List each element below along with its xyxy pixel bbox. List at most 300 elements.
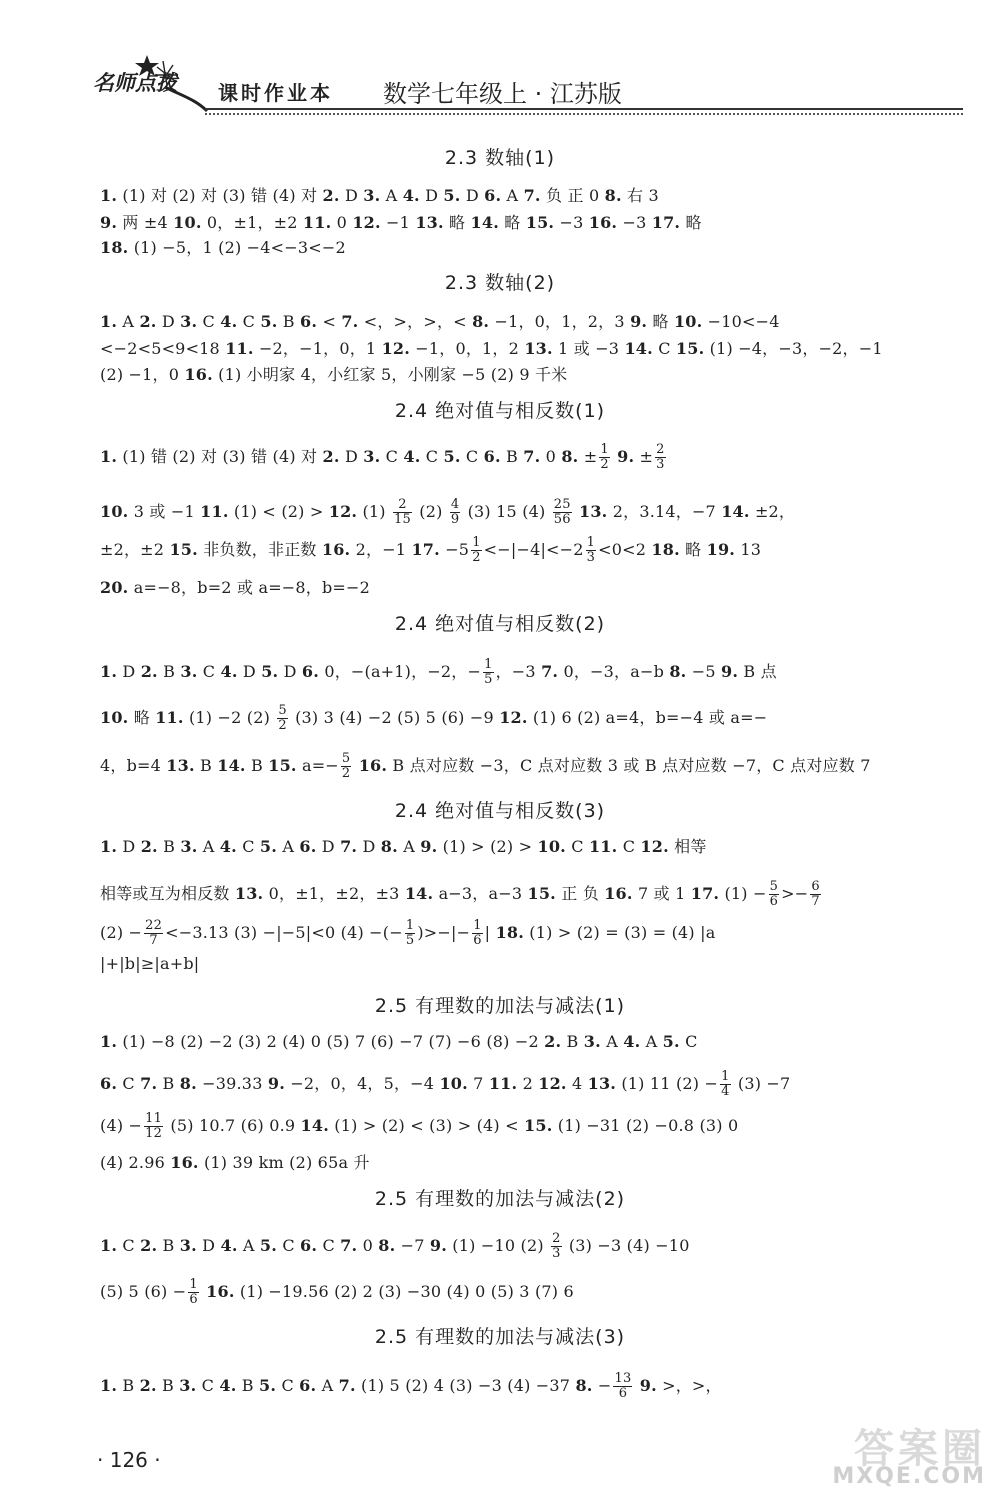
answer-text: −2，0，4，5，−4 bbox=[284, 1074, 440, 1093]
answer-line bbox=[100, 1150, 370, 1173]
answer-text: (2) −1，0 bbox=[100, 365, 185, 384]
question-number: 5. bbox=[259, 1376, 277, 1395]
fraction bbox=[341, 752, 351, 781]
answer-text: A bbox=[501, 186, 524, 205]
answer-text: (1) −10 (2) bbox=[447, 1236, 550, 1255]
answer-text: (4) − bbox=[100, 1116, 143, 1135]
answer-text: B bbox=[117, 1376, 140, 1395]
question-number: 7. bbox=[140, 1074, 158, 1093]
answer-text: C bbox=[420, 447, 444, 466]
question-number: 12. bbox=[352, 213, 381, 232]
question-number: 2. bbox=[544, 1032, 562, 1051]
fraction bbox=[405, 919, 415, 948]
answer-text: A bbox=[197, 837, 220, 856]
fraction-numerator: 25 bbox=[553, 497, 571, 512]
question-number: 4. bbox=[219, 1376, 237, 1395]
question-number: 1. bbox=[100, 1376, 118, 1395]
question-number: 12. bbox=[499, 708, 528, 727]
question-number: 12. bbox=[381, 339, 410, 358]
question-number: 16. bbox=[604, 884, 633, 903]
question-number: 11. bbox=[225, 339, 254, 358]
answer-text: (3) 15 (4) bbox=[462, 502, 551, 521]
question-number: 4. bbox=[623, 1032, 641, 1051]
answer-line bbox=[100, 1278, 574, 1307]
answer-text: B bbox=[500, 447, 524, 466]
question-number: 6. bbox=[483, 447, 501, 466]
answer-text: (1) < (2) > bbox=[228, 502, 329, 521]
answer-text: B bbox=[236, 1376, 260, 1395]
answer-text: (1) 小明家 4，小红家 5，小刚家 −5 (2) 9 千米 bbox=[212, 365, 568, 384]
fraction-numerator: 2 bbox=[393, 498, 412, 513]
answer-line bbox=[100, 309, 780, 332]
question-number: 11. bbox=[488, 1074, 518, 1093]
answer-text: ± bbox=[634, 447, 654, 466]
answer-text: (1) > (2) > bbox=[437, 837, 538, 856]
question-number: 2. bbox=[139, 1376, 157, 1395]
fraction-denominator: 2 bbox=[600, 457, 609, 472]
question-number: 8. bbox=[179, 1074, 197, 1093]
question-number: 15. bbox=[268, 756, 297, 775]
section-title: 2.5 有理数的加法与减法(3) bbox=[374, 1326, 626, 1348]
question-number: 4. bbox=[219, 837, 237, 856]
question-number: 6. bbox=[299, 837, 317, 856]
answer-line bbox=[100, 1232, 690, 1261]
question-number: 6. bbox=[484, 186, 502, 205]
question-number: 14. bbox=[217, 756, 246, 775]
fraction bbox=[810, 880, 820, 909]
header-dotted-rule bbox=[205, 113, 963, 115]
logo bbox=[85, 55, 210, 115]
answer-text: C bbox=[277, 1236, 301, 1255]
answer-text: a=− bbox=[296, 756, 339, 775]
answer-text: 负 正 0 bbox=[540, 186, 605, 205]
answer-text: (1) 错 (2) 对 (3) 错 (4) 对 bbox=[117, 447, 323, 466]
answer-line bbox=[100, 919, 716, 948]
watermark-logo: 答案圈 bbox=[854, 1426, 986, 1472]
answer-text: (1) − bbox=[719, 884, 767, 903]
section-title: 2.4 绝对值与相反数(1) bbox=[394, 400, 606, 422]
fraction-denominator: 15 bbox=[394, 512, 411, 527]
answer-text: (1) −2 (2) bbox=[183, 708, 276, 727]
answer-text: B bbox=[157, 1074, 180, 1093]
question-number: 4. bbox=[220, 662, 238, 681]
answer-text: | bbox=[484, 923, 496, 942]
answer-text: (1) > (2) = (3) = (4) |a bbox=[524, 923, 716, 942]
answer-text: C bbox=[237, 312, 261, 331]
fraction-denominator: 5 bbox=[484, 672, 493, 687]
question-number: 3. bbox=[583, 1032, 601, 1051]
fraction-denominator: 9 bbox=[450, 512, 460, 527]
question-number: 1. bbox=[100, 662, 118, 681]
question-number: 12. bbox=[538, 1074, 567, 1093]
answer-text: A bbox=[117, 312, 140, 331]
question-number: 2. bbox=[140, 1236, 158, 1255]
question-number: 5. bbox=[443, 186, 461, 205]
book-title: 课时作业本 bbox=[218, 81, 333, 105]
answer-line bbox=[100, 704, 767, 733]
answer-line bbox=[100, 536, 761, 565]
question-number: 16. bbox=[206, 1282, 235, 1301]
answer-text: (1) bbox=[357, 502, 392, 521]
answer-text: C bbox=[117, 1074, 141, 1093]
question-number: 12. bbox=[328, 502, 358, 521]
answer-text: C bbox=[460, 447, 484, 466]
question-number: 9. bbox=[639, 1376, 657, 1395]
question-number: 5. bbox=[259, 837, 278, 856]
fraction bbox=[720, 1070, 730, 1099]
fraction-denominator: 6 bbox=[473, 933, 482, 948]
logo-text: 名师点拨 bbox=[93, 70, 177, 95]
answer-text: B bbox=[277, 312, 301, 331]
answer-text: (3) −7 bbox=[732, 1074, 791, 1093]
question-number: 12. bbox=[640, 837, 669, 856]
answer-text: 7 bbox=[467, 1074, 489, 1093]
question-number: 10. bbox=[100, 502, 129, 521]
question-number: 9. bbox=[420, 837, 438, 856]
question-number: 2. bbox=[139, 312, 157, 331]
question-number: 3. bbox=[179, 1376, 197, 1395]
answer-text: A bbox=[237, 1236, 260, 1255]
answer-text: (1) > (2) < (3) > (4) < bbox=[328, 1116, 525, 1135]
answer-text: ±2， bbox=[749, 502, 796, 521]
question-number: 11. bbox=[155, 708, 184, 727]
page-header bbox=[85, 55, 965, 117]
answer-text: D bbox=[117, 837, 141, 856]
section-title: 2.5 有理数的加法与减法(2) bbox=[374, 1188, 626, 1210]
answer-text: (1) 对 (2) 对 (3) 错 (4) 对 bbox=[117, 186, 323, 205]
answer-text: <，>，>，< bbox=[358, 312, 473, 331]
answer-text: 0 bbox=[540, 447, 562, 466]
question-number: 17. bbox=[651, 213, 681, 232]
answer-text: 0，−3，a−b bbox=[558, 662, 670, 681]
question-number: 14. bbox=[404, 884, 434, 903]
fraction-denominator: 3 bbox=[656, 457, 665, 472]
question-number: 3. bbox=[363, 447, 381, 466]
question-number: 7. bbox=[340, 1236, 358, 1255]
answer-text: A bbox=[277, 837, 300, 856]
answer-text: A bbox=[600, 1032, 624, 1051]
question-number: 9. bbox=[267, 1074, 285, 1093]
question-number: 1. bbox=[100, 1236, 118, 1255]
answer-line bbox=[100, 880, 823, 909]
answer-text: −7 bbox=[395, 1236, 430, 1255]
fraction-denominator: 6 bbox=[618, 1386, 628, 1401]
question-number: 1. bbox=[100, 312, 118, 331]
question-number: 1. bbox=[100, 447, 118, 466]
answer-text: D bbox=[237, 662, 262, 681]
fraction-numerator: 1 bbox=[721, 1069, 730, 1084]
answer-text: ，−3 bbox=[495, 662, 542, 681]
question-number: 3. bbox=[180, 837, 198, 856]
question-number: 16. bbox=[321, 540, 351, 559]
answer-text: 13 bbox=[735, 540, 762, 559]
fraction-denominator: 2 bbox=[278, 718, 287, 733]
header-rule bbox=[205, 108, 963, 110]
answer-line bbox=[100, 1372, 722, 1401]
question-number: 2. bbox=[322, 447, 340, 466]
question-number: 16. bbox=[358, 756, 388, 775]
answer-text: −3 bbox=[554, 213, 589, 232]
answer-text: −1，0，1，2，3 bbox=[489, 312, 631, 331]
watermark-url: MXQE.COM bbox=[832, 1464, 986, 1489]
answer-text: (5) 10.7 (6) 0.9 bbox=[165, 1116, 301, 1135]
answer-text: <−|−4|<−2 bbox=[483, 540, 584, 559]
answer-text: A bbox=[397, 837, 421, 856]
answer-text: 两 ±4 bbox=[117, 213, 174, 232]
answer-text: B 点对应数 −3，C 点对应数 3 或 B 点对应数 −7，C 点对应数 7 bbox=[387, 756, 871, 775]
answer-text: B bbox=[561, 1032, 584, 1051]
fraction-numerator: 13 bbox=[614, 1371, 632, 1386]
question-number: 8. bbox=[561, 447, 579, 466]
fraction-denominator: 3 bbox=[586, 550, 596, 565]
answer-text: C bbox=[276, 1376, 300, 1395]
question-number: 5. bbox=[443, 447, 461, 466]
fraction-denominator: 4 bbox=[721, 1084, 730, 1099]
answer-text: −2，−1，0，1 bbox=[253, 339, 382, 358]
fraction-numerator: 2 bbox=[552, 1231, 561, 1246]
fraction bbox=[188, 1278, 198, 1307]
answer-line bbox=[100, 443, 668, 472]
answer-text: 略 bbox=[443, 213, 471, 232]
answer-text: D bbox=[419, 186, 444, 205]
answer-text: ±2，±2 bbox=[100, 540, 170, 559]
answer-text: C bbox=[197, 312, 221, 331]
answer-text: B bbox=[245, 756, 269, 775]
question-number: 9. bbox=[429, 1236, 448, 1255]
fraction bbox=[277, 704, 287, 733]
answer-text: (1) −31 (2) −0.8 (3) 0 bbox=[552, 1116, 739, 1135]
question-number: 15. bbox=[525, 213, 555, 232]
question-number: 7. bbox=[523, 186, 541, 205]
question-number: 13. bbox=[587, 1074, 617, 1093]
answer-text: C bbox=[679, 1032, 698, 1051]
question-number: 7. bbox=[541, 662, 559, 681]
question-number: 10. bbox=[537, 837, 566, 856]
question-number: 8. bbox=[378, 1236, 396, 1255]
question-number: 8. bbox=[604, 186, 622, 205]
question-number: 8. bbox=[380, 837, 398, 856]
question-number: 9. bbox=[721, 662, 739, 681]
question-number: 16. bbox=[170, 1153, 199, 1172]
answer-text: D bbox=[339, 447, 364, 466]
answer-text: (1) −5，1 (2) −4<−3<−2 bbox=[128, 238, 346, 257]
answer-line bbox=[100, 752, 871, 781]
answer-text: C bbox=[117, 1236, 141, 1255]
fraction-denominator: 12 bbox=[145, 1126, 163, 1141]
question-number: 13. bbox=[234, 884, 264, 903]
question-number: 6. bbox=[100, 1074, 118, 1093]
answer-text: D bbox=[156, 312, 181, 331]
question-number: 9. bbox=[100, 213, 118, 232]
answer-text: D bbox=[316, 837, 341, 856]
fraction-denominator: 6 bbox=[189, 1292, 198, 1307]
question-number: 3. bbox=[363, 186, 381, 205]
answer-text: (3) 3 (4) −2 (5) 5 (6) −9 bbox=[289, 708, 500, 727]
fraction bbox=[471, 536, 481, 565]
answer-text: −10<−4 bbox=[702, 312, 780, 331]
fraction-numerator: 2 bbox=[656, 442, 665, 457]
fraction-numerator: 5 bbox=[769, 879, 779, 894]
question-number: 15. bbox=[527, 884, 556, 903]
answer-text: 0，±1，±2 bbox=[201, 213, 303, 232]
answer-line bbox=[100, 210, 702, 233]
question-number: 6. bbox=[299, 1376, 317, 1395]
answer-text: C bbox=[380, 447, 404, 466]
answer-text: A bbox=[380, 186, 403, 205]
answer-text: a=−8，b=2 或 a=−8，b=−2 bbox=[128, 578, 371, 597]
question-number: 1. bbox=[100, 186, 118, 205]
fraction-numerator: 4 bbox=[450, 497, 460, 512]
answer-text: 4 bbox=[566, 1074, 588, 1093]
answer-line bbox=[100, 834, 707, 857]
fraction bbox=[613, 1372, 632, 1401]
answer-text: 略 bbox=[647, 312, 674, 331]
answer-text: −1 bbox=[380, 213, 416, 232]
fraction-numerator: 6 bbox=[811, 879, 820, 894]
fraction-denominator: 2 bbox=[472, 550, 481, 565]
answer-text: C bbox=[197, 662, 221, 681]
question-number: 11. bbox=[302, 213, 332, 232]
answer-line bbox=[100, 1070, 790, 1099]
question-number: 16. bbox=[588, 213, 618, 232]
answer-text: 0 bbox=[357, 1236, 379, 1255]
answer-text: 2 bbox=[517, 1074, 539, 1093]
answer-text: 7 或 1 bbox=[632, 884, 691, 903]
answer-text: (1) −4，−3，−2，−1 bbox=[704, 339, 883, 358]
fraction-denominator: 2 bbox=[341, 766, 351, 781]
question-number: 11. bbox=[200, 502, 229, 521]
answer-text: (2) bbox=[414, 502, 448, 521]
answer-text: 2，3.14，−7 bbox=[607, 502, 722, 521]
answer-text: 相等 bbox=[668, 837, 707, 856]
fraction-denominator: 56 bbox=[553, 512, 571, 527]
fraction bbox=[551, 1232, 561, 1261]
answer-text: 2，−1 bbox=[350, 540, 412, 559]
answer-text: 略 bbox=[680, 213, 702, 232]
question-number: 2. bbox=[140, 662, 158, 681]
answer-text: −3 bbox=[617, 213, 652, 232]
answer-text: D bbox=[460, 186, 485, 205]
answer-line bbox=[100, 1112, 738, 1141]
fraction bbox=[450, 498, 460, 527]
answer-text: <−3.13 (3) −|−5|<0 (4) −(− bbox=[165, 923, 403, 942]
question-number: 9. bbox=[630, 312, 648, 331]
answer-text: A bbox=[640, 1032, 663, 1051]
question-number: 14. bbox=[300, 1116, 329, 1135]
fraction bbox=[599, 443, 609, 472]
question-number: 8. bbox=[669, 662, 687, 681]
question-number: 2. bbox=[140, 837, 158, 856]
page-number: · 126 · bbox=[97, 1448, 161, 1472]
fraction-denominator: 7 bbox=[149, 933, 158, 948]
answer-text: 右 3 bbox=[621, 186, 659, 205]
answer-text: C bbox=[565, 837, 589, 856]
question-number: 13. bbox=[579, 502, 608, 521]
answer-text: D bbox=[339, 186, 364, 205]
question-number: 5. bbox=[261, 662, 279, 681]
answer-text: <−2<5<9<18 bbox=[100, 339, 226, 358]
answer-line bbox=[100, 183, 659, 206]
section-title: 2.5 有理数的加法与减法(1) bbox=[374, 995, 626, 1017]
question-number: 8. bbox=[575, 1376, 593, 1395]
answer-text: 正 负 bbox=[555, 884, 605, 903]
answer-text: 略 bbox=[498, 213, 526, 232]
fraction bbox=[393, 498, 412, 527]
fraction bbox=[586, 536, 596, 565]
answer-text: C bbox=[317, 1236, 341, 1255]
answer-text: 相等或互为相反数 bbox=[100, 884, 235, 903]
question-number: 7. bbox=[338, 1376, 356, 1395]
question-number: 18. bbox=[495, 923, 524, 942]
answer-text: −1，0，1，2 bbox=[410, 339, 525, 358]
answer-text: D bbox=[117, 662, 141, 681]
question-number: 3. bbox=[180, 662, 198, 681]
answer-text: (2) − bbox=[100, 923, 143, 942]
fraction-numerator: 1 bbox=[405, 918, 415, 933]
answer-text: C bbox=[236, 837, 260, 856]
answer-text: 略 bbox=[679, 540, 707, 559]
answer-text: (1) 39 km (2) 65a 升 bbox=[198, 1153, 370, 1172]
question-number: 11. bbox=[588, 837, 618, 856]
question-number: 13. bbox=[166, 756, 195, 775]
answer-line bbox=[100, 658, 777, 687]
fraction-denominator: 5 bbox=[405, 933, 415, 948]
question-number: 5. bbox=[259, 1236, 278, 1255]
answer-line bbox=[100, 498, 795, 527]
section-title: 2.3 数轴(2) bbox=[444, 272, 556, 294]
fraction bbox=[472, 919, 482, 948]
answer-text: D bbox=[357, 837, 381, 856]
question-number: 4. bbox=[220, 1236, 238, 1255]
question-number: 10. bbox=[439, 1074, 468, 1093]
fraction-numerator: 1 bbox=[189, 1277, 198, 1292]
question-number: 7. bbox=[340, 837, 358, 856]
answer-text: B bbox=[194, 756, 218, 775]
question-number: 15. bbox=[524, 1116, 553, 1135]
fraction bbox=[144, 919, 163, 948]
question-number: 6. bbox=[300, 312, 318, 331]
answer-text: 略 bbox=[128, 708, 156, 727]
answer-text: 0，−(a+1)，−2，− bbox=[319, 662, 482, 681]
fraction-numerator: 1 bbox=[586, 535, 596, 550]
question-number: 9. bbox=[617, 447, 635, 466]
answer-text: 0，±1，±2，±3 bbox=[263, 884, 405, 903]
question-number: 17. bbox=[411, 540, 440, 559]
answer-text: C bbox=[617, 837, 641, 856]
answer-line bbox=[100, 336, 883, 359]
answer-text: 0 bbox=[331, 213, 353, 232]
fraction-numerator: 1 bbox=[484, 657, 493, 672]
question-number: 7. bbox=[341, 312, 359, 331]
section-title: 2.4 绝对值与相反数(3) bbox=[394, 800, 606, 822]
question-number: 4. bbox=[402, 186, 420, 205]
question-number: 17. bbox=[690, 884, 720, 903]
answer-text: a−3，a−3 bbox=[433, 884, 528, 903]
question-number: 5. bbox=[662, 1032, 680, 1051]
answer-text: (1) −8 (2) −2 (3) 2 (4) 0 (5) 7 (6) −7 (7) −6 (8) −2 bbox=[117, 1032, 545, 1051]
fraction bbox=[655, 443, 665, 472]
question-number: 14. bbox=[721, 502, 750, 521]
question-number: 6. bbox=[300, 1236, 318, 1255]
question-number: 19. bbox=[706, 540, 736, 559]
answer-line bbox=[100, 362, 567, 385]
question-number: 3. bbox=[180, 312, 198, 331]
answer-text: −39.33 bbox=[196, 1074, 268, 1093]
fraction bbox=[144, 1112, 163, 1141]
answer-text: < bbox=[317, 312, 342, 331]
fraction-denominator: 7 bbox=[811, 894, 820, 909]
question-number: 3. bbox=[179, 1236, 197, 1255]
